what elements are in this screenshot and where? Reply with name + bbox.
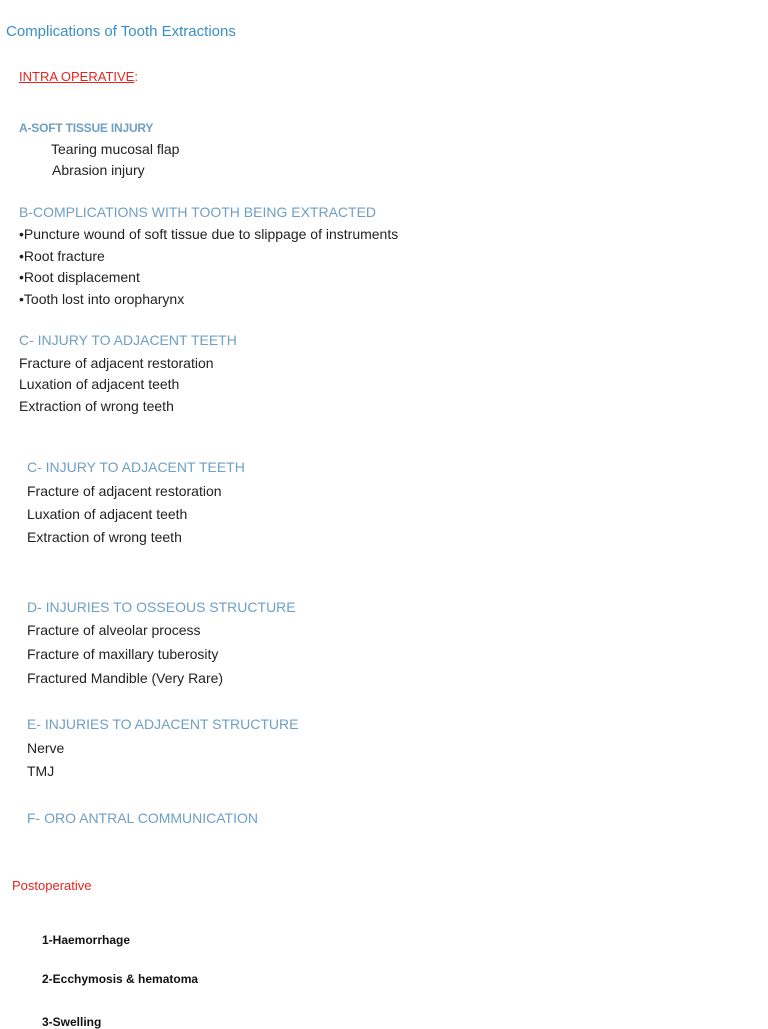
postoperative-item: 2-Ecchymosis & hematoma — [42, 972, 199, 986]
page-title: Complications of Tooth Extractions — [6, 23, 236, 40]
section-d-item: Fracture of maxillary tuberosity — [27, 646, 219, 662]
section-a-item: Tearing mucosal flap — [51, 141, 180, 157]
section-c-heading: C- INJURY TO ADJACENT TEETH — [19, 332, 237, 348]
section-e-item: Nerve — [27, 740, 65, 756]
intra-operative-heading — [19, 69, 138, 84]
section-e-item: TMJ — [27, 763, 55, 779]
section-c-item: Fracture of adjacent restoration — [19, 355, 214, 371]
section-d-item: Fracture of alveolar process — [27, 622, 201, 638]
section-c-item: Luxation of adjacent teeth — [19, 376, 180, 392]
section-b-heading: B-COMPLICATIONS WITH TOOTH BEING EXTRACTED — [19, 204, 377, 220]
section-a-heading: A-SOFT TISSUE INJURY — [19, 121, 154, 135]
section-b-item: •Root displacement — [19, 269, 140, 285]
postoperative-heading: Postoperative — [12, 878, 92, 893]
section-e-heading: E- INJURIES TO ADJACENT STRUCTURE — [27, 716, 299, 732]
section-c-item-repeat: Extraction of wrong teeth — [27, 529, 182, 545]
section-c-item-repeat: Fracture of adjacent restoration — [27, 483, 222, 499]
section-b-item: •Puncture wound of soft tissue due to slippage of instruments — [19, 226, 399, 242]
section-b-item: •Tooth lost into oropharynx — [19, 291, 185, 307]
intra-operative-colon: : — [134, 69, 138, 84]
section-a-item: Abrasion injury — [52, 162, 145, 178]
section-d-item: Fractured Mandible (Very Rare) — [27, 670, 224, 686]
postoperative-item: 1-Haemorrhage — [42, 933, 131, 947]
section-c-item: Extraction of wrong teeth — [19, 398, 174, 414]
postoperative-item: 3-Swelling — [42, 1015, 102, 1029]
intra-operative-label: INTRA OPERATIVE — [19, 69, 135, 84]
section-c-heading-repeat: C- INJURY TO ADJACENT TEETH — [27, 459, 245, 475]
section-c-item-repeat: Luxation of adjacent teeth — [27, 506, 188, 522]
section-b-item: •Root fracture — [19, 248, 105, 264]
section-f-heading: F- ORO ANTRAL COMMUNICATION — [27, 810, 258, 826]
section-d-heading: D- INJURIES TO OSSEOUS STRUCTURE — [27, 599, 296, 615]
